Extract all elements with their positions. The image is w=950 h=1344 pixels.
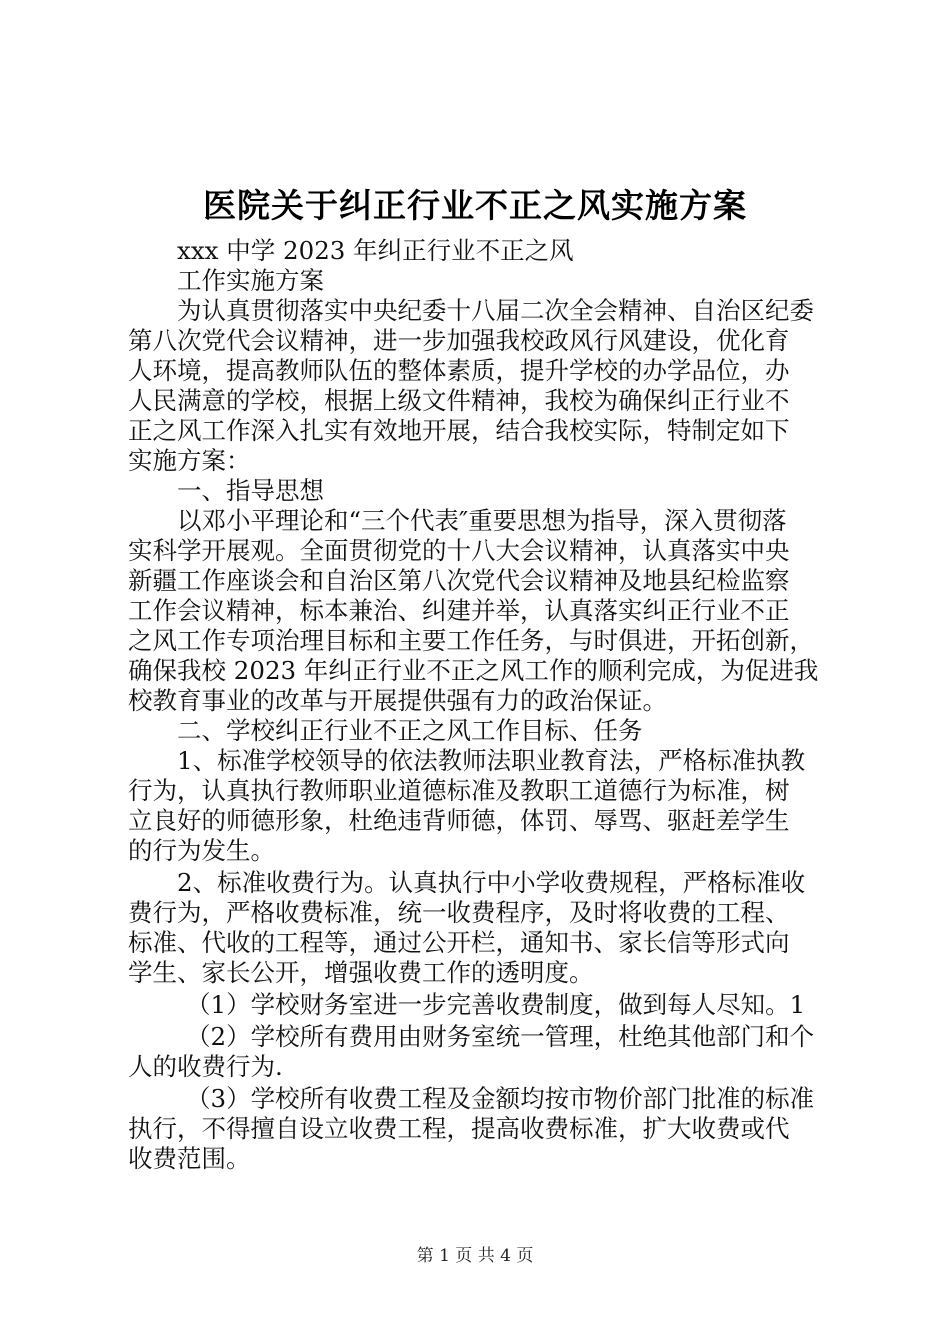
list-item-line: （2）学校所有费用由财务室统一管理，杜绝其他部门和个: [186, 1022, 815, 1051]
section-heading: 二、学校纠正行业不正之风工作目标、任务: [177, 716, 643, 745]
list-item-line: （3）学校所有收费工程及金额均按市物价部门批准的标准: [186, 1084, 815, 1113]
list-item-line: 执行，不得擅自设立收费工程，提高收费标准，扩大收费或代: [128, 1114, 790, 1143]
paragraph-line: 实科学开展观。全面贯彻党的十八大会议精神，认真落实中央: [128, 536, 790, 565]
paragraph-line: 1、标准学校领导的依法教师法职业教育法，严格标准执教: [177, 746, 806, 775]
paragraph-line: 确保我校 2023 年纠正行业不正之风工作的顺利完成，为促进我: [128, 656, 819, 685]
paragraph-line: 行为，认真执行教师职业道德标准及教职工道德行为标准，树: [128, 776, 790, 805]
paragraph-line: 校教育事业的改革与开展提供强有力的政治保证。: [128, 686, 667, 715]
paragraph-line: 之风工作专项治理目标和主要工作任务，与时俱进，开拓创新，: [128, 626, 814, 655]
paragraph-line: 以邓小平理论和“三个代表″重要思想为指导，深入贯彻落: [177, 506, 787, 535]
paragraph-line: 2、标准收费行为。认真执行中小学收费规程，严格标准收: [177, 868, 806, 897]
paragraph-line: 为认真贯彻落实中央纪委十八届二次全会精神、自治区纪委: [177, 296, 814, 325]
paragraph-line: 费行为，严格收费标准，统一收费程序，及时将收费的工程、: [128, 898, 790, 927]
paragraph-line: 正之风工作深入扎实有效地开展，结合我校实际，特制定如下: [128, 416, 790, 445]
document-body: [128, 236, 840, 1174]
paragraph-line: 的行为发生。: [128, 836, 275, 865]
list-item-line: 收费范围。: [128, 1144, 251, 1173]
subtitle-line: 工作实施方案: [177, 266, 324, 295]
paragraph-line: 人民满意的学校，根据上级文件精神，我校为确保纠正行业不: [128, 386, 790, 415]
document-title: 医院关于纠正行业不正之风实施方案: [203, 186, 747, 225]
page-footer: 第 1 页 共 4 页: [416, 1246, 534, 1266]
subtitle-line: xxx 中学 2023 年纠正行业不正之风: [177, 236, 574, 265]
paragraph-line: 第八次党代会议精神，进一步加强我校政风行风建设，优化育: [128, 326, 790, 355]
paragraph-line: 标准、代收的工程等，通过公开栏，通知书、家长信等形式向: [128, 928, 790, 957]
paragraph-line: 实施方案：: [128, 446, 251, 475]
paragraph-line: 学生、家长公开，增强收费工作的透明度。: [128, 958, 594, 987]
paragraph-line: 工作会议精神，标本兼治、纠建并举，认真落实纠正行业不正: [128, 596, 790, 625]
section-heading: 一、指导思想: [177, 476, 324, 505]
list-item-line: （1）学校财务室进一步完善收费制度，做到每人尽知。1: [186, 990, 806, 1019]
paragraph-line: 人环境，提高教师队伍的整体素质，提升学校的办学品位，办: [128, 356, 790, 385]
list-item-line: 人的收费行为.: [128, 1052, 283, 1081]
paragraph-line: 立良好的师德形象，杜绝违背师德，体罚、辱骂、驱赶差学生: [128, 806, 790, 835]
paragraph-line: 新疆工作座谈会和自治区第八次党代会议精神及地县纪检监察: [128, 566, 790, 595]
